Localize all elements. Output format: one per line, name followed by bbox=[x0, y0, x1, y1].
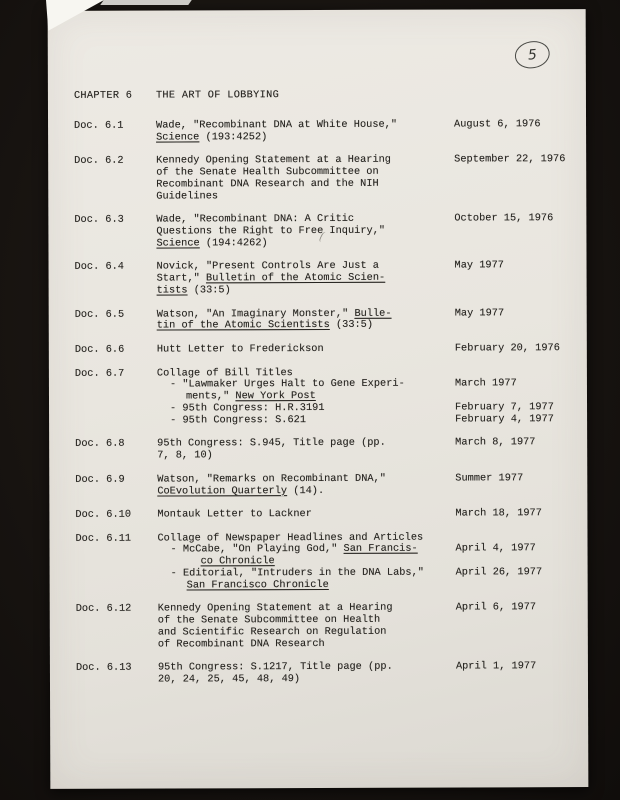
publication-title: Bulle- bbox=[354, 307, 392, 320]
doc-number: Doc. 6.3 bbox=[74, 213, 124, 227]
text-segment: Watson, "An Imaginary Monster," bbox=[156, 307, 355, 321]
document-page bbox=[48, 9, 589, 789]
publication-title: tin of the Atomic Scientists bbox=[156, 319, 330, 332]
entry-text-line bbox=[157, 414, 455, 427]
doc-number: Doc. 6.4 bbox=[74, 261, 124, 274]
doc-number: Doc. 6.10 bbox=[75, 508, 132, 521]
toc-entry bbox=[75, 343, 579, 357]
toc-entry bbox=[74, 154, 578, 203]
chapter-label: CHAPTER 6 bbox=[73, 89, 133, 102]
toc-row bbox=[76, 579, 580, 593]
text-segment: Collage of Bill Titles bbox=[156, 366, 293, 380]
entry-text-line bbox=[157, 284, 455, 297]
toc-row bbox=[74, 190, 578, 204]
entry-date: February 7, 1977 bbox=[455, 401, 554, 414]
toc-entry bbox=[75, 260, 579, 297]
text-segment: Wade, "Recombinant DNA at White House," bbox=[156, 118, 398, 132]
text-segment: Recombinant DNA Research and the NIH bbox=[156, 177, 379, 191]
doc-number: Doc. 6.11 bbox=[75, 532, 132, 545]
page-number: 5 bbox=[527, 46, 538, 64]
text-segment: - 95th Congress: S.621 bbox=[170, 413, 307, 427]
entry-text-line bbox=[158, 638, 456, 651]
toc-row bbox=[74, 237, 578, 251]
publication-title: Science bbox=[156, 131, 200, 144]
doc-number: Doc. 6.8 bbox=[75, 437, 125, 451]
entry-text-line bbox=[157, 485, 455, 498]
text-segment: (33:5) bbox=[329, 319, 374, 332]
text-segment: Guidelines bbox=[156, 189, 219, 203]
toc-entry bbox=[75, 508, 579, 522]
entry-date: April 6, 1977 bbox=[455, 601, 537, 614]
toc-entry bbox=[74, 119, 578, 144]
entry-date: Summer 1977 bbox=[455, 471, 524, 485]
entry-text-line bbox=[156, 131, 454, 144]
paper-edge-sliver bbox=[100, 0, 192, 5]
toc-entry bbox=[74, 213, 578, 250]
entry-date: March 1977 bbox=[454, 377, 517, 390]
toc-row bbox=[74, 119, 578, 133]
text-segment: Kennedy Opening Statement at a Hearing bbox=[157, 602, 393, 616]
entry-text-line bbox=[156, 190, 454, 203]
page-content bbox=[74, 89, 580, 699]
entry-date: April 26, 1977 bbox=[455, 566, 543, 579]
toc-entries bbox=[74, 119, 580, 687]
chapter-title: THE ART OF LOBBYING bbox=[155, 89, 280, 102]
text-segment: - "Lawmaker Urges Halt to Gene Experi- bbox=[169, 378, 405, 391]
text-segment: Start," bbox=[156, 272, 207, 285]
toc-entry bbox=[75, 367, 579, 428]
entry-date: April 4, 1977 bbox=[455, 542, 536, 556]
entry-date: February 4, 1977 bbox=[455, 412, 554, 426]
entry-text-line bbox=[158, 674, 456, 687]
text-segment: (14). bbox=[287, 484, 325, 497]
entry-text-line bbox=[157, 450, 455, 463]
entry-date: October 15, 1976 bbox=[454, 212, 554, 225]
doc-number: Doc. 6.5 bbox=[74, 308, 125, 321]
page-number-circle bbox=[513, 38, 552, 71]
text-segment: Kennedy Opening Statement at a Hearing bbox=[156, 153, 391, 167]
toc-entry bbox=[75, 437, 579, 462]
doc-number: Doc. 6.1 bbox=[74, 119, 124, 132]
text-segment: (194:4262) bbox=[199, 236, 268, 250]
toc-row bbox=[75, 485, 579, 499]
entry-text-line bbox=[157, 343, 455, 356]
doc-number: Doc. 6.12 bbox=[75, 603, 132, 616]
entry-text-line bbox=[157, 509, 455, 522]
publication-title: CoEvolution Quarterly bbox=[157, 484, 288, 498]
toc-row bbox=[75, 284, 579, 298]
toc-entry bbox=[76, 662, 580, 687]
entry-date: May 1977 bbox=[454, 259, 504, 272]
publication-title: Bulletin of the Atomic Scien- bbox=[205, 271, 386, 285]
publication-title: San Francis- bbox=[343, 543, 418, 556]
toc-row bbox=[75, 378, 579, 392]
doc-number: Doc. 6.2 bbox=[74, 154, 124, 168]
text-segment: Collage of Newspaper Headlines and Articles bbox=[157, 531, 424, 545]
toc-row bbox=[76, 638, 580, 652]
publication-title: San Francisco Chronicle bbox=[186, 578, 329, 592]
text-segment: of the Senate Health Subcommittee on bbox=[156, 165, 379, 179]
toc-entry bbox=[75, 532, 579, 593]
toc-row bbox=[75, 319, 579, 333]
text-segment: ments," bbox=[185, 390, 236, 403]
entry-date: August 6, 1976 bbox=[454, 118, 541, 131]
text-segment: - McCabe, "On Playing God," bbox=[170, 543, 344, 557]
text-segment: (193:4252) bbox=[199, 130, 268, 144]
toc-entry bbox=[76, 603, 580, 652]
text-segment: Novick, "Present Controls Are Just a bbox=[156, 260, 380, 273]
publication-title: tists bbox=[156, 284, 188, 297]
entry-date: March 8, 1977 bbox=[455, 436, 536, 449]
entry-date: February 20, 1976 bbox=[454, 342, 560, 355]
toc-row bbox=[75, 437, 579, 451]
doc-number: Doc. 6.9 bbox=[75, 473, 125, 486]
text-segment: Hutt Letter to Frederickson bbox=[156, 342, 324, 356]
text-segment: Questions the Right to Free Inquiry," bbox=[156, 224, 386, 238]
text-segment: Watson, "Remarks on Recombinant DNA," bbox=[157, 472, 386, 486]
text-segment: 7, 8, 10) bbox=[157, 449, 213, 462]
text-segment: 95th Congress: S.1217, Title page (pp. bbox=[157, 661, 393, 675]
text-segment: 20, 24, 25, 45, 48, 49) bbox=[157, 673, 301, 686]
entry-text-line bbox=[157, 320, 455, 333]
text-segment: - Editorial, "Intruders in the DNA Labs," bbox=[170, 566, 424, 580]
entry-date: March 18, 1977 bbox=[455, 507, 542, 520]
toc-row bbox=[74, 131, 578, 145]
text-segment: (33:5) bbox=[187, 284, 231, 297]
text-segment: - 95th Congress: H.R.3191 bbox=[170, 401, 325, 415]
entry-text-line bbox=[156, 237, 454, 250]
toc-row bbox=[75, 414, 579, 428]
toc-row bbox=[76, 662, 580, 676]
toc-entry bbox=[75, 308, 579, 333]
toc-row bbox=[75, 508, 579, 522]
toc-entry bbox=[75, 473, 579, 498]
doc-number: Doc. 6.13 bbox=[75, 662, 132, 675]
entry-date: May 1977 bbox=[454, 306, 505, 320]
text-segment: 95th Congress: S.945, Title page (pp. bbox=[157, 437, 386, 450]
toc-row bbox=[76, 544, 580, 558]
entry-date: September 22, 1976 bbox=[454, 153, 566, 166]
text-segment: Montauk Letter to Lackner bbox=[157, 508, 312, 521]
toc-row bbox=[75, 449, 579, 463]
doc-number: Doc. 6.7 bbox=[74, 367, 125, 380]
publication-title: Science bbox=[156, 237, 200, 250]
doc-number: Doc. 6.6 bbox=[74, 343, 125, 356]
text-segment: of the Senate Subcommittee on Health bbox=[157, 614, 381, 627]
publication-title: co Chronicle bbox=[200, 555, 275, 568]
toc-row bbox=[75, 473, 579, 487]
chapter-header bbox=[74, 89, 578, 103]
text-segment: Wade, "Recombinant DNA: A Critic bbox=[156, 213, 355, 226]
toc-row bbox=[75, 343, 579, 357]
toc-row bbox=[76, 673, 580, 687]
publication-title: New York Post bbox=[235, 390, 316, 403]
entry-date: April 1, 1977 bbox=[455, 660, 537, 673]
text-segment: of Recombinant DNA Research bbox=[157, 637, 325, 651]
entry-text-line bbox=[158, 579, 456, 592]
text-segment: and Scientific Research on Regulation bbox=[157, 625, 387, 639]
